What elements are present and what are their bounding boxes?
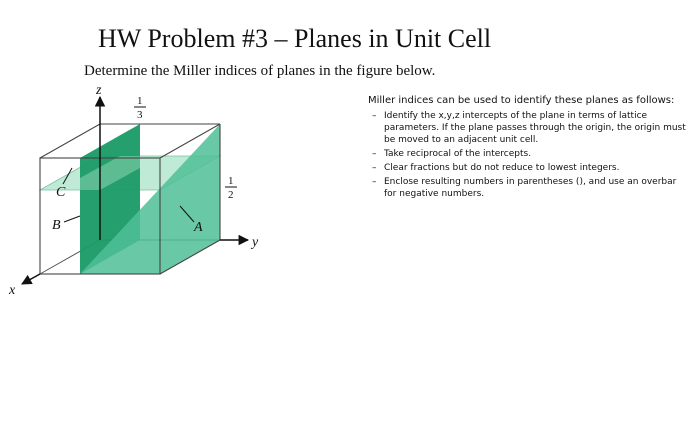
fraction-third-denominator: 3 [137,109,143,121]
instruction-item [368,110,688,146]
x-axis [22,274,40,284]
page-subtitle: Determine the Miller indices of planes in the figure below. [84,63,436,79]
y-axis-label: y [252,235,259,250]
bullet-dash: – [372,111,377,121]
instruction-item [368,148,688,160]
z-axis-label: z [96,83,102,98]
instruction-text: Identify the x,y,z intercepts of the plane in terms of lattice parameters. If the plane passes through the origin, the origin must be moved to an adjacent unit cell. [384,111,686,145]
plane-b-label: B [52,218,61,233]
instruction-text: Clear fractions but do not reduce to lowest integers. [384,163,620,173]
instruction-item [368,176,688,200]
plane-c-label: C [56,185,66,200]
x-axis-label: x [9,283,16,298]
fraction-third-numerator: 1 [137,95,143,107]
miller-instructions [368,95,688,202]
instruction-text: Take reciprocal of the intercepts. [384,149,532,159]
bullet-dash: – [372,177,377,187]
plane-a-label: A [194,220,203,235]
instruction-item [368,162,688,174]
bullet-dash: – [372,163,377,173]
page-title: HW Problem #3 – Planes in Unit Cell [98,24,492,53]
instructions-intro: Miller indices can be used to identify these planes as follows: [368,95,675,106]
bullet-dash: – [372,149,377,159]
instruction-text: Enclose resulting numbers in parentheses (), and use an overbar for negative numbers. [384,177,677,199]
plane-b-leader [64,216,80,222]
unit-cell-figure [0,80,290,310]
fraction-half-denominator: 2 [228,189,234,201]
fraction-half-numerator: 1 [228,175,234,187]
instructions-list [368,110,688,200]
